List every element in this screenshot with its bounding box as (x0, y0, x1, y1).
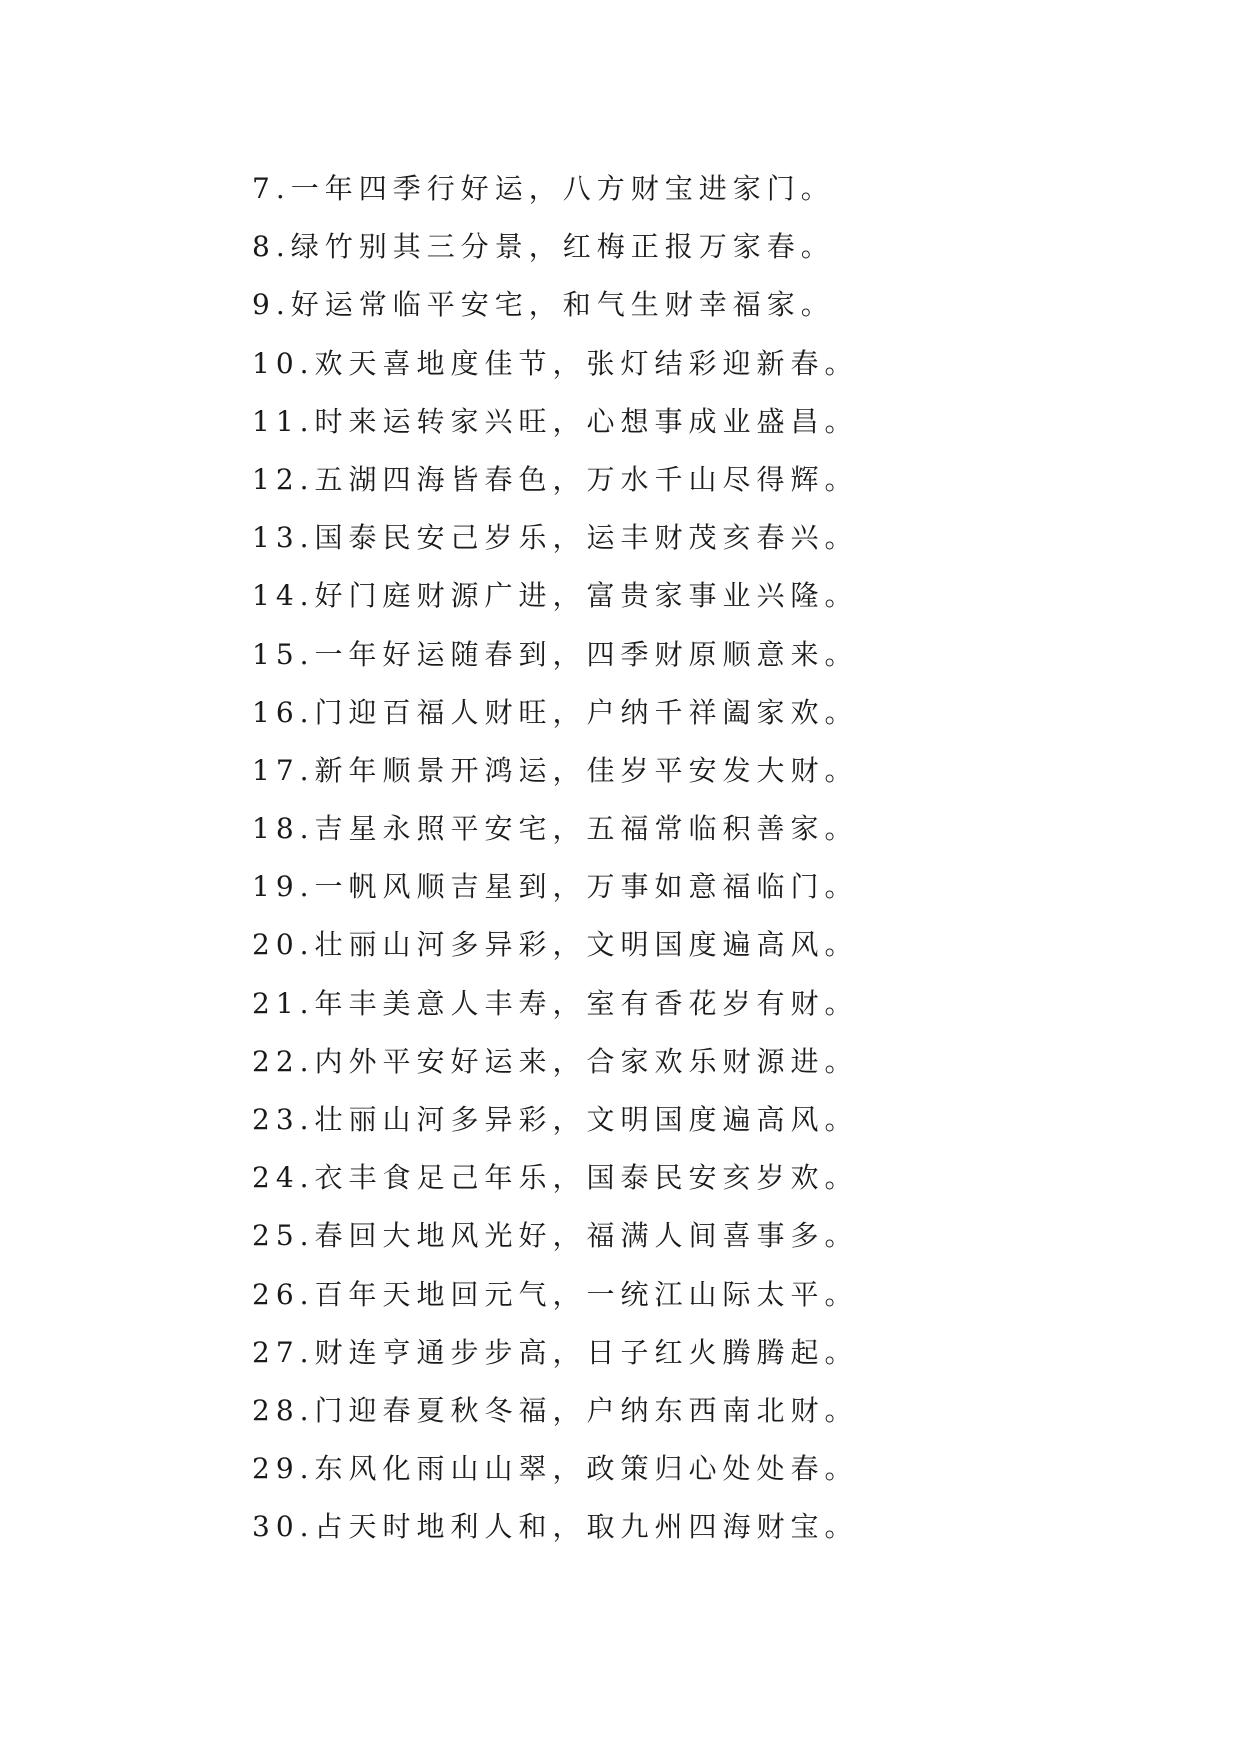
list-item: 29.东风化雨山山翠，政策归心处处春。 (252, 1452, 859, 1486)
list-item: 18.吉星永照平安宅，五福常临积善家。 (252, 812, 859, 846)
list-item: 12.五湖四海皆春色，万水千山尽得辉。 (252, 462, 859, 496)
list-item: 8.绿竹别其三分景，红梅正报万家春。 (252, 230, 835, 264)
list-item: 20.壮丽山河多异彩，文明国度遍高风。 (252, 928, 859, 962)
list-item: 25.春回大地风光好，福满人间喜事多。 (252, 1219, 859, 1253)
list-item: 7.一年四季行好运，八方财宝进家门。 (252, 172, 835, 205)
list-item: 14.好门庭财源广进，富贵家事业兴隆。 (252, 579, 859, 613)
list-item: 24.衣丰食足己年乐，国泰民安亥岁欢。 (252, 1161, 859, 1195)
list-item: 19.一帆风顺吉星到，万事如意福临门。 (252, 870, 859, 904)
list-item: 16.门迎百福人财旺，户纳千祥阖家欢。 (252, 695, 859, 729)
list-item: 21.年丰美意人丰寿，室有香花岁有财。 (252, 986, 859, 1020)
couplet-list (252, 160, 859, 1557)
list-item: 23.壮丽山河多异彩，文明国度遍高风。 (252, 1103, 859, 1136)
list-item: 13.国泰民安己岁乐，运丰财茂亥春兴。 (252, 521, 859, 555)
list-item: 30.占天时地利人和，取九州四海财宝。 (252, 1510, 859, 1544)
list-item: 11.时来运转家兴旺，心想事成业盛昌。 (252, 404, 859, 438)
list-item: 27.财连亨通步步高，日子红火腾腾起。 (252, 1335, 859, 1369)
list-item: 17.新年顺景开鸿运，佳岁平安发大财。 (252, 753, 859, 787)
list-item: 22.内外平安好运来，合家欢乐财源进。 (252, 1044, 859, 1078)
list-item: 15.一年好运随春到，四季财原顺意来。 (252, 637, 859, 671)
list-item: 26.百年天地回元气，一统江山际太平。 (252, 1277, 859, 1311)
list-item: 10.欢天喜地度佳节，张灯结彩迎新春。 (252, 346, 859, 380)
list-item: 28.门迎春夏秋冬福，户纳东西南北财。 (252, 1393, 859, 1427)
list-item: 9.好运常临平安宅，和气生财幸福家。 (252, 288, 835, 322)
